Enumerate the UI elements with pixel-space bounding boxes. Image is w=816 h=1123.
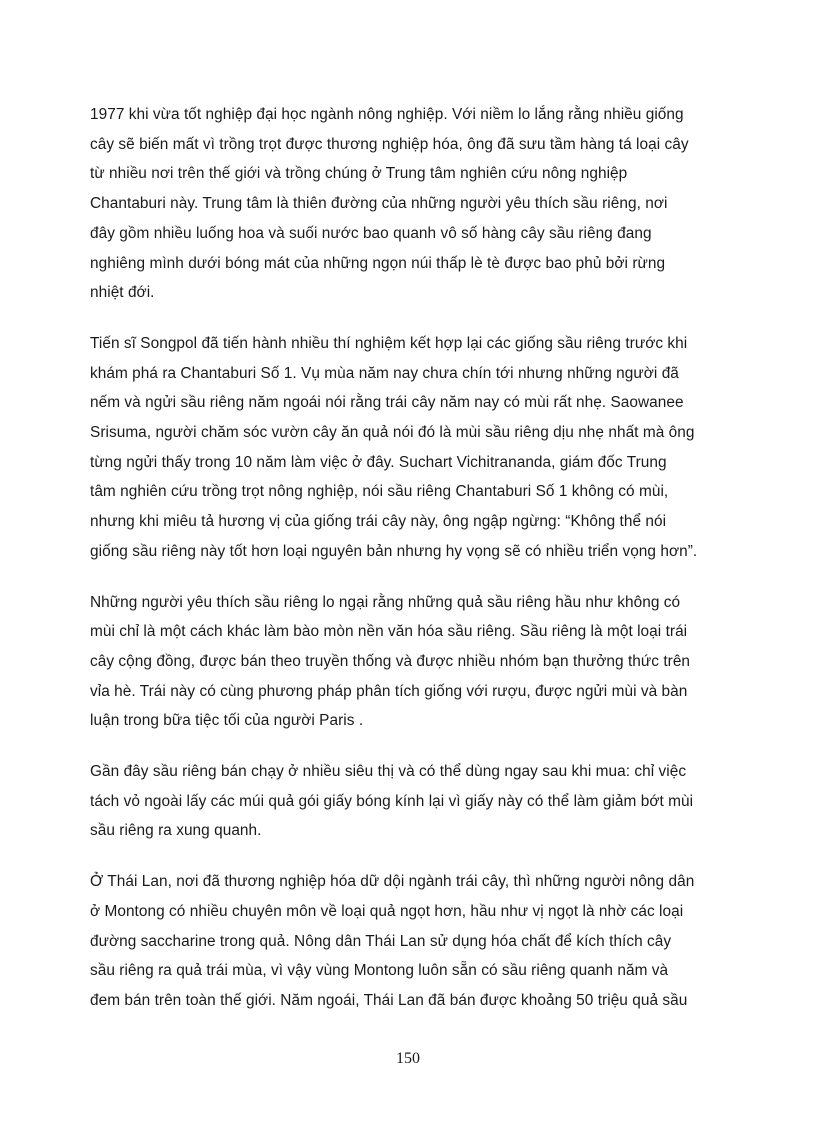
text-line: nếm và ngửi sầu riêng năm ngoái nói rằng trái cây năm nay có mùi rất nhẹ. Saowanee (90, 394, 684, 412)
text-line: sầu riêng ra quả trái mùa, vì vậy vùng Montong luôn sẵn có sầu riêng quanh năm và (90, 962, 669, 980)
text-line: vỉa hè. Trái này có cùng phương pháp phân tích giống với rượu, được ngửi mùi và bàn (90, 682, 688, 700)
text-line: từng ngửi thấy trong 10 năm làm việc ở đây. Suchart Vichitrananda, giám đốc Trung (90, 453, 667, 471)
text-line: đem bán trên toàn thế giới. Năm ngoái, Thái Lan đã bán được khoảng 50 triệu quả sầu (90, 991, 688, 1009)
text-line: giống sầu riêng này tốt hơn loại nguyên bản nhưng hy vọng sẽ có nhiều triển vọng hơn”. (90, 542, 698, 560)
text-line: khám phá ra Chantaburi Số 1. Vụ mùa năm nay chưa chín tới nhưng những người đã (90, 364, 679, 382)
text-line: tách vỏ ngoài lấy các múi quả gói giấy bóng kính lại vì giấy này có thể làm giảm bớt mùi (90, 792, 694, 810)
text-line: Ở Thái Lan, nơi đã thương nghiệp hóa dữ dội ngành trái cây, thì những người nông dân (90, 873, 695, 891)
page-number: 150 (396, 1050, 420, 1067)
text-line: Gần đây sầu riêng bán chạy ở nhiều siêu thị và có thể dùng ngay sau khi mua: chỉ việc (90, 763, 687, 781)
text-line: cây cộng đồng, được bán theo truyền thống và được nhiều nhóm bạn thưởng thức trên (90, 652, 691, 670)
text-line: Những người yêu thích sầu riêng lo ngại rằng những quả sầu riêng hầu như không có (90, 593, 681, 611)
paragraph-2 (90, 329, 730, 567)
text-line: luận trong bữa tiệc tối của người Paris . (90, 712, 364, 730)
paragraph-1 (90, 100, 730, 308)
text-line: đây gồm nhiều luống hoa và suối nước bao quanh vô số hàng cây sầu riêng đang (90, 224, 652, 242)
paragraph-5 (90, 867, 730, 1016)
text-line: ở Montong có nhiều chuyên môn về loại quả ngọt hơn, hầu như vị ngọt là nhờ các loại (90, 902, 684, 920)
text-line: nghiêng mình dưới bóng mát của những ngọn núi thấp lè tè được bao phủ bởi rừng (90, 254, 666, 272)
text-line: Chantaburi này. Trung tâm là thiên đường của những người yêu thích sầu riêng, nơi (90, 195, 668, 213)
text-line: sầu riêng ra xung quanh. (90, 822, 262, 840)
text-line: cây sẽ biến mất vì trồng trọt được thương nghiệp hóa, ông đã sưu tầm hàng tá loại cây (90, 135, 689, 153)
text-line: đường saccharine trong quả. Nông dân Thái Lan sử dụng hóa chất để kích thích cây (90, 932, 672, 950)
text-line: từ nhiều nơi trên thế giới và trồng chúng ở Trung tâm nghiên cứu nông nghiệp (90, 165, 628, 183)
text-line: Tiến sĩ Songpol đã tiến hành nhiều thí nghiệm kết hợp lại các giống sầu riêng trước khi (90, 334, 688, 352)
document-body (90, 100, 730, 1037)
text-line: Srisuma, người chăm sóc vườn cây ăn quả nói đó là mùi sầu riêng dịu nhẹ nhất mà ông (90, 424, 695, 442)
text-line: 1977 khi vừa tốt nghiệp đại học ngành nông nghiệp. Với niềm lo lắng rằng nhiều giống (90, 106, 684, 123)
paragraph-3 (90, 588, 730, 737)
text-line: tâm nghiên cứu trồng trọt nông nghiệp, nói sầu riêng Chantaburi Số 1 không có mùi, (90, 483, 669, 501)
text-line: mùi chỉ là một cách khác làm bào mòn nền văn hóa sầu riêng. Sầu riêng là một loại trái (90, 623, 688, 641)
text-line: nhiệt đới. (90, 284, 155, 302)
paragraph-4 (90, 757, 730, 846)
text-line: nhưng khi miêu tả hương vị của giống trái cây này, ông ngập ngừng: “Không thể nói (90, 513, 667, 531)
